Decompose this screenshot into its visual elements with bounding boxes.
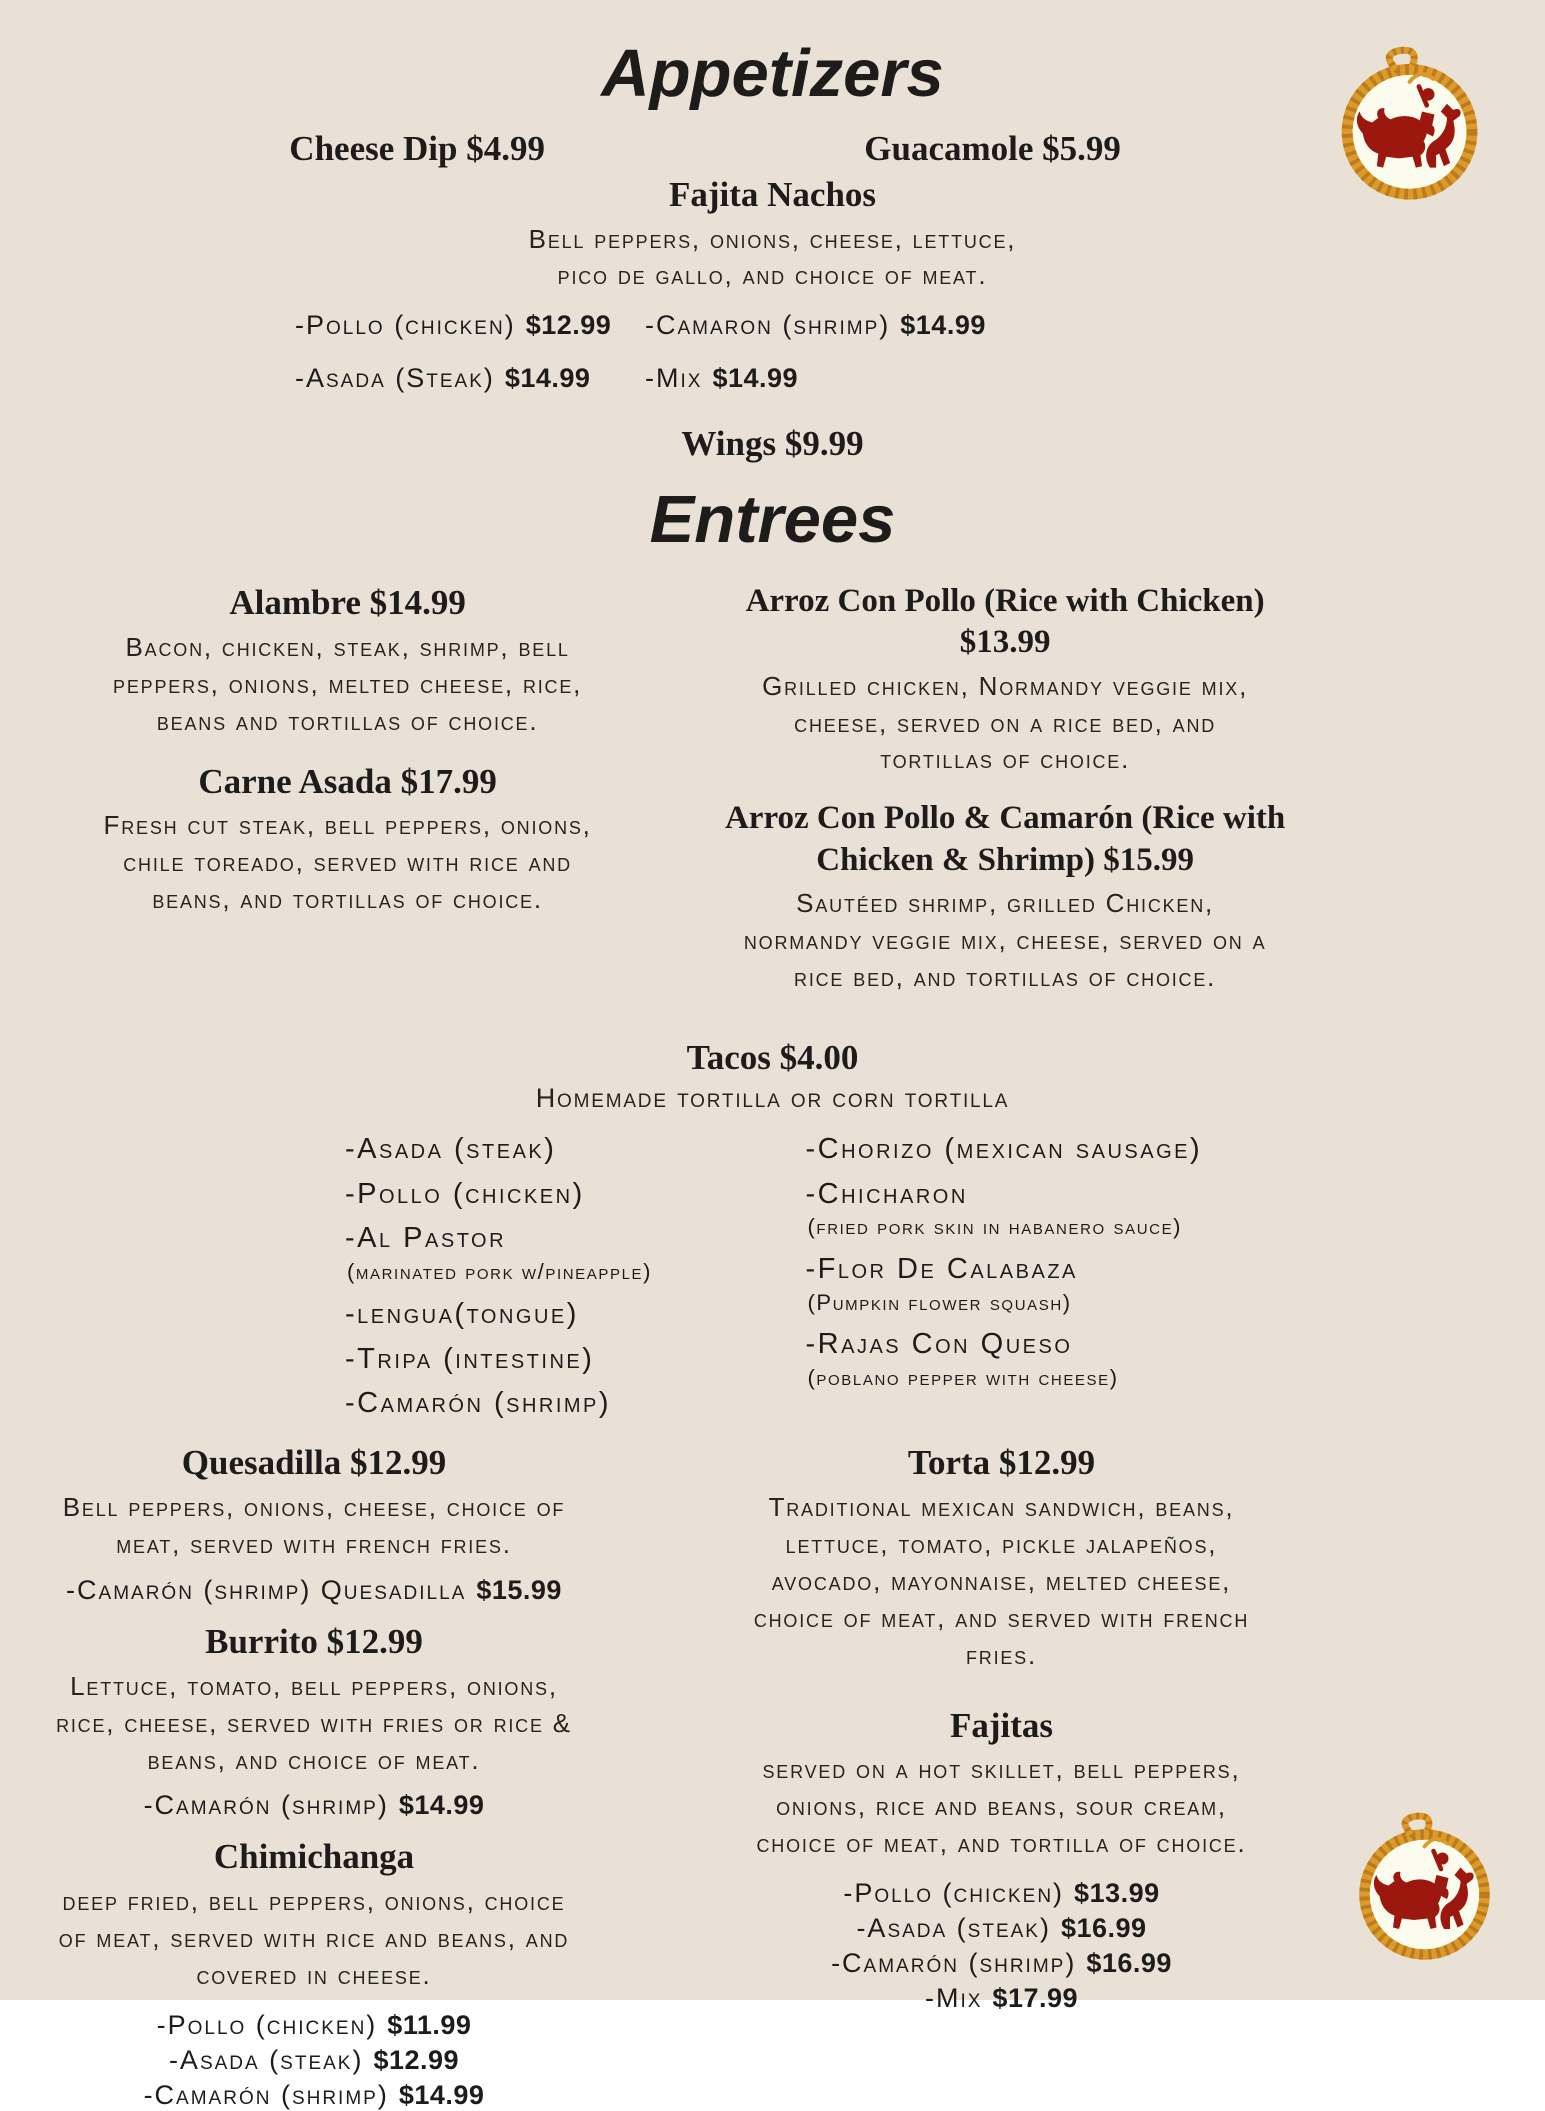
fajita-nachos-heading: Fajita Nachos: [0, 173, 1545, 217]
arroz-con-pollo-camaron-heading: Arroz Con Pollo & Camarón (Rice with Chicken & Shrimp) $15.99: [705, 798, 1305, 881]
option-price: $13.99: [1074, 1878, 1160, 1908]
arroz-con-pollo-heading: Arroz Con Pollo (Rice with Chicken) $13.99: [705, 581, 1305, 664]
arroz-con-pollo-camaron-section: [705, 798, 1305, 995]
entrees-right-column: [695, 581, 1545, 995]
appetizers-simple-row: [0, 127, 1545, 171]
fajita-nachos-description: [0, 221, 1545, 295]
taco-item-note: (poblano pepper with cheese): [808, 1365, 1545, 1391]
option-price: $12.99: [526, 310, 612, 340]
option-camaron: -Camaron (shrimp) $14.99: [645, 312, 1545, 339]
option-price: $11.99: [387, 2010, 471, 2040]
option-price: $16.99: [1061, 1913, 1147, 1943]
carne-asada-section: [10, 760, 685, 918]
restaurant-logo-top: [1328, 46, 1488, 202]
tacos-subheading: Homemade tortilla or corn tortilla: [0, 1079, 1545, 1117]
tacos-right-column: [773, 1134, 1545, 1434]
tacos-heading: Tacos $4.00: [0, 1036, 1545, 1080]
option-camaron: -Camarón (shrimp) $14.99: [20, 2080, 608, 2111]
arroz-con-pollo-section: [705, 581, 1305, 778]
option-price: $14.99: [399, 2080, 485, 2110]
alambre-description: Bacon, chicken, steak, shrimp, bell peppers, onions, melted cheese, rice, beans and tortillas of choice.: [98, 629, 598, 740]
chimichanga-description: deep fried, bell peppers, onions, choice of meat, served with rice and beans, and covered in cheese.: [44, 1883, 584, 1994]
quesadilla-description: Bell peppers, onions, cheese, choice of meat, served with french fries.: [44, 1489, 584, 1563]
burrito-section: [20, 1620, 608, 1821]
quesadilla-section: [20, 1441, 608, 1606]
bull-rider-lasso-logo-icon: [1328, 46, 1488, 202]
torta-description: Traditional mexican sandwich, beans, lettuce, tomato, pickle jalapeños, avocado, mayonnaise, melted cheese, choice of meat, and served with french fries.: [752, 1489, 1252, 1674]
fajita-nachos-desc-line1: Bell peppers, onions, cheese, lettuce,: [529, 224, 1017, 254]
option-price: $16.99: [1086, 1948, 1172, 1978]
taco-item-note: (Pumpkin flower squash): [808, 1290, 1545, 1316]
torta-section: [628, 1441, 1375, 1673]
option-price: $14.99: [505, 363, 591, 393]
arroz-con-pollo-camaron-description: Sautéed shrimp, grilled Chicken, normandy veggie mix, cheese, served on a rice bed, and tortillas of choice.: [740, 885, 1270, 996]
option-price: $14.99: [399, 1790, 485, 1820]
cheese-dip-item: Cheese Dip $4.99: [0, 127, 834, 171]
restaurant-logo-bottom: [1346, 1812, 1500, 1962]
taco-item-note: (marinated pork w/pineapple): [347, 1259, 773, 1285]
burrito-heading: Burrito $12.99: [20, 1620, 608, 1664]
quesadilla-heading: Quesadilla $12.99: [20, 1441, 608, 1485]
tacos-left-column: [0, 1134, 773, 1434]
taco-item-chorizo: -Chorizo (mexican sausage): [806, 1134, 1545, 1166]
chimichanga-heading: Chimichanga: [20, 1835, 608, 1879]
option-mix: -Mix $17.99: [628, 1983, 1375, 2014]
torta-heading: Torta $12.99: [628, 1441, 1375, 1485]
taco-item-lengua: -lengua(tongue): [345, 1299, 773, 1331]
option-asada: -Asada (steak) $12.99: [20, 2045, 608, 2076]
taco-item-flor-de-calabaza: -Flor De Calabaza (Pumpkin flower squash): [806, 1254, 1545, 1316]
taco-item-asada: -Asada (steak): [345, 1134, 773, 1166]
option-pollo: -Pollo (chicken) $12.99: [295, 312, 645, 339]
option-camaron: -Camarón (shrimp) $16.99: [628, 1948, 1375, 1979]
lower-right-column: [618, 1441, 1545, 2111]
bull-rider-lasso-logo-icon: [1346, 1812, 1500, 1962]
fajitas-description: served on a hot skillet, bell peppers, onions, rice and beans, sour cream, choice of meat, and tortilla of choice.: [752, 1751, 1252, 1862]
taco-item-chicharon: -Chicharon (fried pork skin in habanero sauce): [806, 1179, 1545, 1241]
option-mix: -Mix $14.99: [645, 365, 1545, 392]
tacos-list: [0, 1134, 1545, 1434]
taco-item-pollo: -Pollo (chicken): [345, 1179, 773, 1211]
appetizers-title: Appetizers: [0, 0, 1545, 111]
option-price: $14.99: [712, 363, 798, 393]
lower-left-column: [0, 1441, 618, 2111]
taco-item-note: (fried pork skin in habanero sauce): [808, 1214, 1545, 1240]
option-pollo: -Pollo (chicken) $13.99: [628, 1878, 1375, 1909]
entrees-upper-grid: [0, 581, 1545, 995]
taco-item-rajas-con-queso: -Rajas Con Queso (poblano pepper with cheese): [806, 1329, 1545, 1391]
fajita-nachos-desc-line2: pico de gallo, and choice of meat.: [558, 260, 988, 290]
quesadilla-camaron-option: -Camarón (shrimp) Quesadilla $15.99: [20, 1575, 608, 1606]
alambre-section: [10, 581, 685, 739]
alambre-heading: Alambre $14.99: [10, 581, 685, 625]
option-price: $12.99: [373, 2045, 459, 2075]
option-price: $14.99: [900, 310, 986, 340]
carne-asada-heading: Carne Asada $17.99: [10, 760, 685, 804]
taco-item-camaron: -Camarón (shrimp): [345, 1388, 773, 1420]
option-pollo: -Pollo (chicken) $11.99: [20, 2010, 608, 2041]
carne-asada-description: Fresh cut steak, bell peppers, onions, chile toreado, served with rice and beans, and tortillas of choice.: [98, 807, 598, 918]
option-asada: -Asada (Steak) $14.99: [295, 365, 645, 392]
burrito-camaron-option: -Camarón (shrimp) $14.99: [20, 1790, 608, 1821]
entrees-left-column: [0, 581, 695, 995]
entrees-title: Entrees: [0, 482, 1545, 557]
entrees-lower-grid: [0, 1441, 1545, 2111]
guacamole-item: Guacamole $5.99: [834, 127, 1545, 171]
fajita-nachos-options: [295, 312, 1545, 392]
fajitas-heading: Fajitas: [628, 1704, 1375, 1748]
chimichanga-section: [20, 1835, 608, 2110]
taco-item-al-pastor: -Al Pastor (marinated pork w/pineapple): [345, 1223, 773, 1285]
taco-item-tripa: -Tripa (intestine): [345, 1344, 773, 1376]
option-price: $17.99: [992, 1983, 1078, 2013]
option-price: $15.99: [476, 1575, 562, 1605]
wings-item: Wings $9.99: [0, 422, 1545, 466]
burrito-description: Lettuce, tomato, bell peppers, onions, rice, cheese, served with fries or rice & beans, and choice of meat.: [44, 1668, 584, 1779]
chimichanga-options: [20, 2010, 608, 2111]
arroz-con-pollo-description: Grilled chicken, Normandy veggie mix, cheese, served on a rice bed, and tortillas of choice.: [740, 668, 1270, 779]
fajitas-options: [628, 1878, 1375, 2014]
option-asada: -Asada (steak) $16.99: [628, 1913, 1375, 1944]
fajitas-section: [628, 1704, 1375, 2014]
